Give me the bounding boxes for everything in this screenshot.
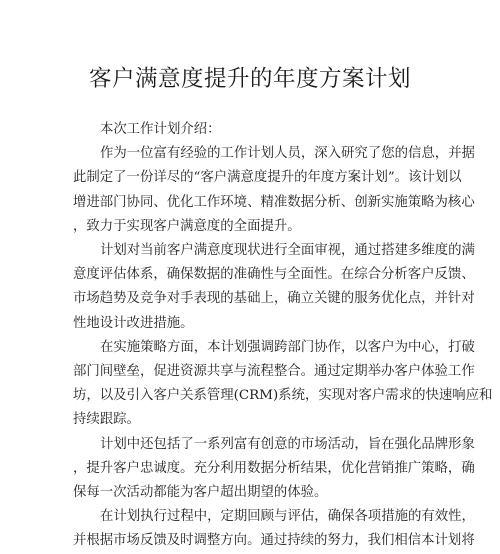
intro-label: 本次工作计划介绍： — [100, 122, 221, 137]
paragraph-line: 市场趋势及竞争对手表现的基础上，确立关键的服务优化点，并针对 — [73, 291, 475, 307]
paragraph-line: 作为一位富有经验的工作计划人员，深入研究了您的信息，并据 — [100, 146, 475, 162]
paragraph-3 — [73, 336, 493, 433]
paragraph-line: ，致力于实现客户满意度的全面提升。 — [73, 218, 301, 234]
paragraph-2 — [73, 239, 475, 336]
paragraph-line: 在实施策略方面，本计划强调跨部门协作，以客户为中心，打破 — [100, 339, 475, 355]
paragraph-line: 持续跟踪。 — [73, 412, 140, 428]
paragraph-4 — [73, 433, 475, 506]
paragraph-line: 计划中还包括了一系列富有创意的市场活动，旨在强化品牌形象 — [100, 436, 475, 452]
paragraph-line: ，提升客户忠诚度。充分利用数据分析结果，优化营销推广策略，确 — [73, 460, 475, 476]
paragraph-line: 意度评估体系，确保数据的准确性与全面性。在综合分析客户反馈、 — [73, 267, 475, 283]
paragraph-line: 在计划执行过程中，定期回顾与评估，确保各项措施的有效性， — [100, 509, 475, 525]
paragraph-line: 计划对当前客户满意度现状进行全面审视，通过搭建多维度的满 — [100, 243, 475, 259]
paragraph-1 — [73, 142, 475, 239]
paragraph-line: 并根据市场反馈及时调整方向。通过持续的努力，我们相信本计划将 — [73, 533, 475, 549]
document-title: 客户满意度提升的年度方案计划 — [88, 66, 411, 92]
paragraph-line: 增进部门协同、优化工作环境、精准数据分析、创新实施策略为核心 — [73, 194, 475, 210]
paragraph-line: 保每一次活动都能为客户超出期望的体验。 — [73, 485, 328, 501]
document-body — [73, 118, 493, 554]
paragraph-line: 部门间壁垒，促进资源共享与流程整合。通过定期举办客户体验工作 — [73, 364, 475, 380]
paragraph-line: 此制定了一份详尽的“客户满意度提升的年度方案计划”。该计划以 — [73, 170, 462, 186]
paragraph-line: 性地设计改进措施。 — [73, 315, 194, 331]
paragraph-5 — [73, 505, 475, 553]
paragraph-line: 坊，以及引入客户关系管理(CRM)系统，实现对客户需求的快速响应和 — [73, 388, 493, 404]
